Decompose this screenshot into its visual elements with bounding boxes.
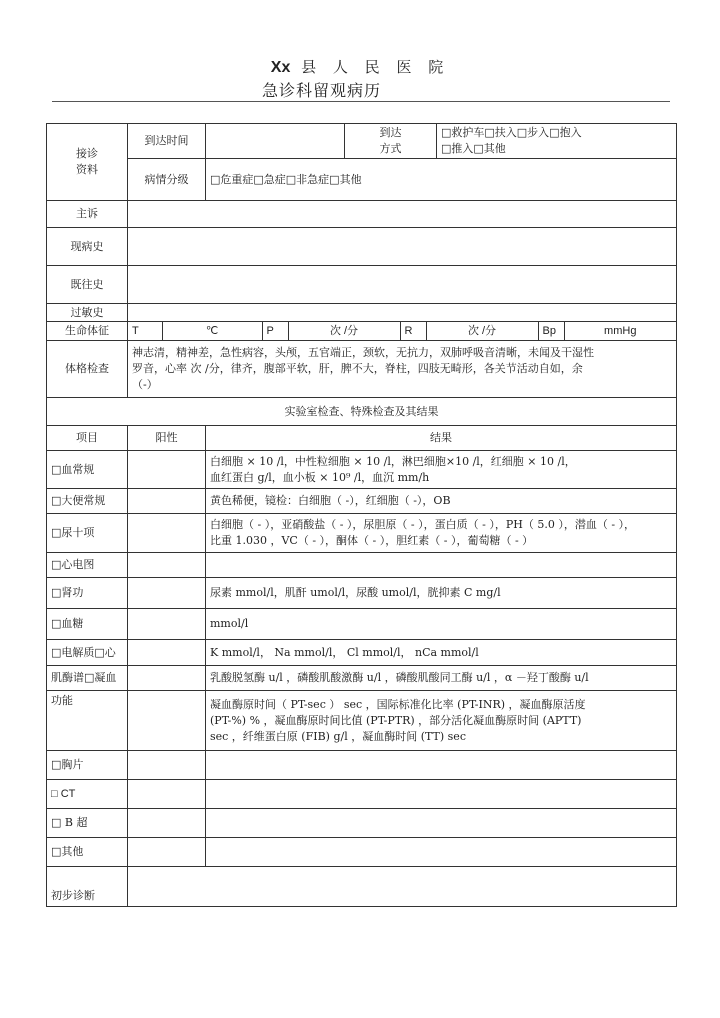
vitals-label: 生命体征 xyxy=(47,322,128,341)
arrival-mode-options[interactable]: □救护车□扶入□步入□抱入 □推入□其他 xyxy=(437,124,677,159)
lab-result-renal[interactable]: 尿素 mmol/l，肌酐 umol/l，尿酸 umol/l，胱抑素 C mg/l xyxy=(206,578,677,609)
chief-complaint-label: 主诉 xyxy=(47,201,128,228)
lab-result-stool[interactable]: 黄色稀便，镜检：白细胞（ -），红细胞（ -），OB xyxy=(206,489,677,514)
arrival-time-field[interactable] xyxy=(206,124,345,159)
temperature-label: T xyxy=(132,325,139,337)
temperature-unit[interactable]: ℃ xyxy=(162,322,262,340)
intake-section-label: 接诊 资料 xyxy=(47,124,128,201)
lab-item-electrolytes[interactable]: □电解质□心 xyxy=(47,640,128,666)
lab-positive-glucose[interactable] xyxy=(128,609,206,640)
bp-label: Bp xyxy=(538,322,564,340)
hospital-title xyxy=(0,56,720,77)
lab-result-electrolytes[interactable]: K mmol/l， Na mmol/l， Cl mmol/l， nCa mmol/l xyxy=(206,640,677,666)
diagnosis-field[interactable] xyxy=(128,867,677,907)
respiration-unit[interactable]: 次 /分 xyxy=(426,322,538,340)
lab-item-coagulation[interactable]: 功能 xyxy=(47,691,128,751)
lab-col-result: 结果 xyxy=(206,426,677,451)
allergy-label: 过敏史 xyxy=(47,304,128,322)
lab-col-item: 项目 xyxy=(47,426,128,451)
lab-item-glucose[interactable]: □血糖 xyxy=(47,609,128,640)
vitals-row xyxy=(128,322,677,341)
present-illness-label: 现病史 xyxy=(47,228,128,266)
arrival-mode-label: 到达 方式 xyxy=(345,124,437,159)
lab-positive-other[interactable] xyxy=(128,838,206,867)
lab-positive-enzymes[interactable] xyxy=(128,666,206,691)
lab-result-enzymes[interactable]: 乳酸脱氢酶 u/l ，磷酸肌酸激酶 u/l ，磷酸肌酸同工酶 u/l ，α －羟丁酸酶 u/l xyxy=(206,666,677,691)
lab-result-glucose[interactable]: mmol/l xyxy=(206,609,677,640)
physical-exam-label: 体格检查 xyxy=(47,341,128,398)
lab-item-urine[interactable]: □尿十项 xyxy=(47,514,128,553)
lab-result-other[interactable] xyxy=(206,838,677,867)
lab-positive-stool[interactable] xyxy=(128,489,206,514)
lab-result-urine[interactable]: 白细胞（ - ），亚硝酸盐（ - ），尿胆原（ - ），蛋白质（ - ），PH（ 5.0 ），潜血（ - ）， 比重 1.030 ，VC（ - ），酮体（ - ），胆红素（ - ），葡萄糖（ - ） xyxy=(206,514,677,553)
present-illness-field[interactable] xyxy=(128,228,677,266)
lab-result-coagulation[interactable]: 凝血酶原时间（ PT-sec ） sec ，国际标准化比率 (PT-INR) ，凝血酶原活度 (PT-%) % ，凝血酶原时间比值 (PT-PTR) ，部分活化凝血酶原时间 (APTT) sec ，纤维蛋白原 (FIB) g/l ，凝血酶时间 (TT) sec xyxy=(206,691,677,751)
lab-positive-electrolytes[interactable] xyxy=(128,640,206,666)
triage-options[interactable]: □危重症□急症□非急症□其他 xyxy=(206,159,677,201)
lab-col-positive: 阳性 xyxy=(128,426,206,451)
lab-positive-ultrasound[interactable] xyxy=(128,809,206,838)
lab-positive-renal[interactable] xyxy=(128,578,206,609)
past-history-label: 既往史 xyxy=(47,266,128,304)
lab-positive-ct[interactable] xyxy=(128,780,206,809)
lab-result-ct[interactable] xyxy=(206,780,677,809)
pulse-unit[interactable]: 次 /分 xyxy=(288,322,400,340)
bp-unit[interactable]: mmHg xyxy=(564,322,676,340)
hospital-name: 县 人 民 医 院 xyxy=(301,58,450,76)
lab-result-blood-routine[interactable]: 白细胞 × 10 /l，中性粒细胞 × 10 /l，淋巴细胞×10 /l，红细胞 × 10 /l， 血红蛋白 g/l，血小板 × 10⁹ /l，血沉 mm/h xyxy=(206,451,677,489)
medical-record-form xyxy=(46,123,677,907)
form-title: 急诊科留观病历 xyxy=(262,81,382,100)
lab-result-chest-xray[interactable] xyxy=(206,751,677,780)
lab-positive-coagulation[interactable] xyxy=(128,691,206,751)
lab-item-blood-routine[interactable]: □血常规 xyxy=(47,451,128,489)
lab-result-ecg[interactable] xyxy=(206,553,677,578)
lab-item-renal[interactable]: □肾功 xyxy=(47,578,128,609)
lab-result-ultrasound[interactable] xyxy=(206,809,677,838)
lab-item-chest-xray[interactable]: □胸片 xyxy=(47,751,128,780)
physical-exam-text[interactable]: 神志清，精神差，急性病容，头颅，五官端正，颈软，无抗力，双肺呼吸音清晰，未闻及干湿性 罗音，心率 次 /分，律齐，腹部平软，肝，脾不大，脊柱，四肢无畸形，各关节活动自如，余 （-） xyxy=(128,341,677,398)
chief-complaint-field[interactable] xyxy=(128,201,677,228)
lab-item-enzymes[interactable]: 肌酶谱□凝血 xyxy=(47,666,128,691)
past-history-field[interactable] xyxy=(128,266,677,304)
arrival-time-label: 到达时间 xyxy=(128,124,206,159)
lab-positive-blood-routine[interactable] xyxy=(128,451,206,489)
header-rule xyxy=(52,101,670,102)
hospital-prefix: Xx xyxy=(270,59,291,76)
lab-positive-urine[interactable] xyxy=(128,514,206,553)
lab-item-other[interactable]: □其他 xyxy=(47,838,128,867)
lab-item-stool[interactable]: □大便常规 xyxy=(47,489,128,514)
lab-item-ecg[interactable]: □心电图 xyxy=(47,553,128,578)
diagnosis-label: 初步诊断 xyxy=(47,867,128,907)
allergy-field[interactable] xyxy=(128,304,677,322)
pulse-label: P xyxy=(262,322,288,340)
triage-label: 病情分级 xyxy=(128,159,206,201)
lab-item-ultrasound[interactable]: □ B 超 xyxy=(47,809,128,838)
lab-item-ct[interactable]: □ CT xyxy=(47,780,128,809)
respiration-label: R xyxy=(400,322,426,340)
lab-positive-chest-xray[interactable] xyxy=(128,751,206,780)
lab-positive-ecg[interactable] xyxy=(128,553,206,578)
lab-section-title: 实验室检查、特殊检查及其结果 xyxy=(47,398,677,426)
